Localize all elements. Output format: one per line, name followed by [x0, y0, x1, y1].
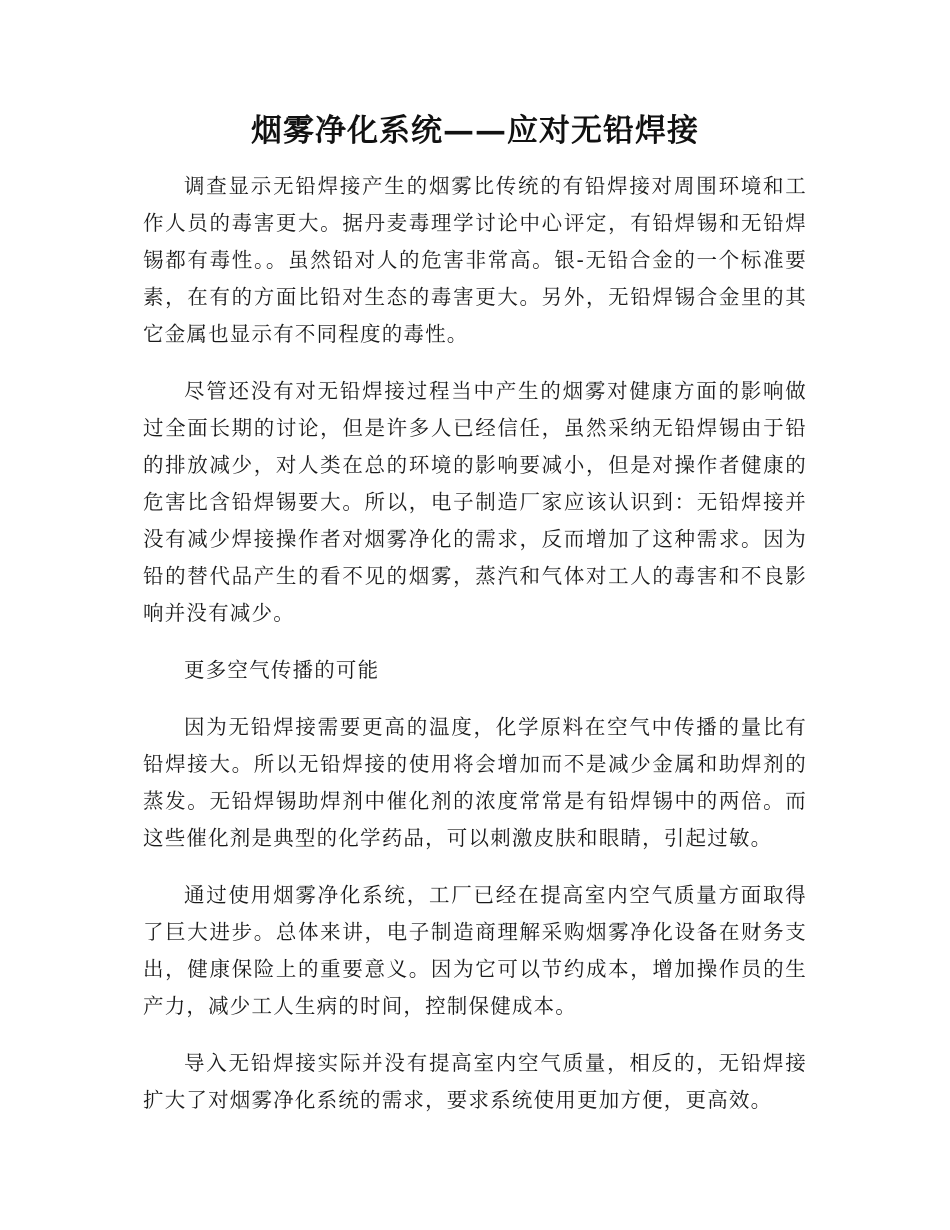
paragraph-toxicity: 调查显示无铅焊接产生的烟雾比传统的有铅焊接对周围环境和工作人员的毒害更大。据丹麦毒理学讨论中心评定，有铅焊锡和无铅焊锡都有毒性。。虽然铅对人的危害非常高。银-无铅合金的一个标准要素，在有的方面比铅对生态的毒害更大。另外，无铅焊锡合金里的其它金属也显示有不同程度的毒性。: [143, 174, 807, 346]
paragraph-fume-extraction-benefits: 通过使用烟雾净化系统，工厂已经在提高室内空气质量方面取得了巨大进步。总体来讲，电子制造商理解采购烟雾净化设备在财务支出，健康保险上的重要意义。因为它可以节约成本，增加操作员的生产力，减少工人生病的时间，控制保健成本。: [143, 883, 807, 1018]
document-title: 烟雾净化系统——应对无铅焊接: [251, 113, 699, 149]
paragraph-health-impact: 尽管还没有对无铅焊接过程当中产生的烟雾对健康方面的影响做过全面长期的讨论，但是许多人已经信任，虽然采纳无铅焊锡由于铅的排放减少，对人类在总的环境的影响要减小，但是对操作者健康的危害比含铅焊锡要大。所以，电子制造厂家应该认识到：无铅焊接并没有减少焊接操作者对烟雾净化的需求，反而增加了这种需求。因为铅的替代品产生的看不见的烟雾，蒸汽和气体对工人的毒害和不良影响并没有减少。: [143, 379, 807, 625]
document-body: [143, 168, 807, 1139]
paragraph-conclusion: 导入无铅焊接实际并没有提高室内空气质量，相反的，无铅焊接扩大了对烟雾净化系统的需求，要求系统使用更加方便，更高效。: [143, 1051, 807, 1112]
paragraph-higher-temperature: 因为无铅焊接需要更高的温度，化学原料在空气中传播的量比有铅焊接大。所以无铅焊接的使用将会增加而不是减少金属和助焊剂的蒸发。无铅焊锡助焊剂中催化剂的浓度常常是有铅焊锡中的两倍。而这些催化剂是典型的化学药品，可以刺激皮肤和眼睛，引起过敏。: [143, 715, 807, 850]
section-heading-airborne: 更多空气传播的可能: [184, 658, 380, 682]
